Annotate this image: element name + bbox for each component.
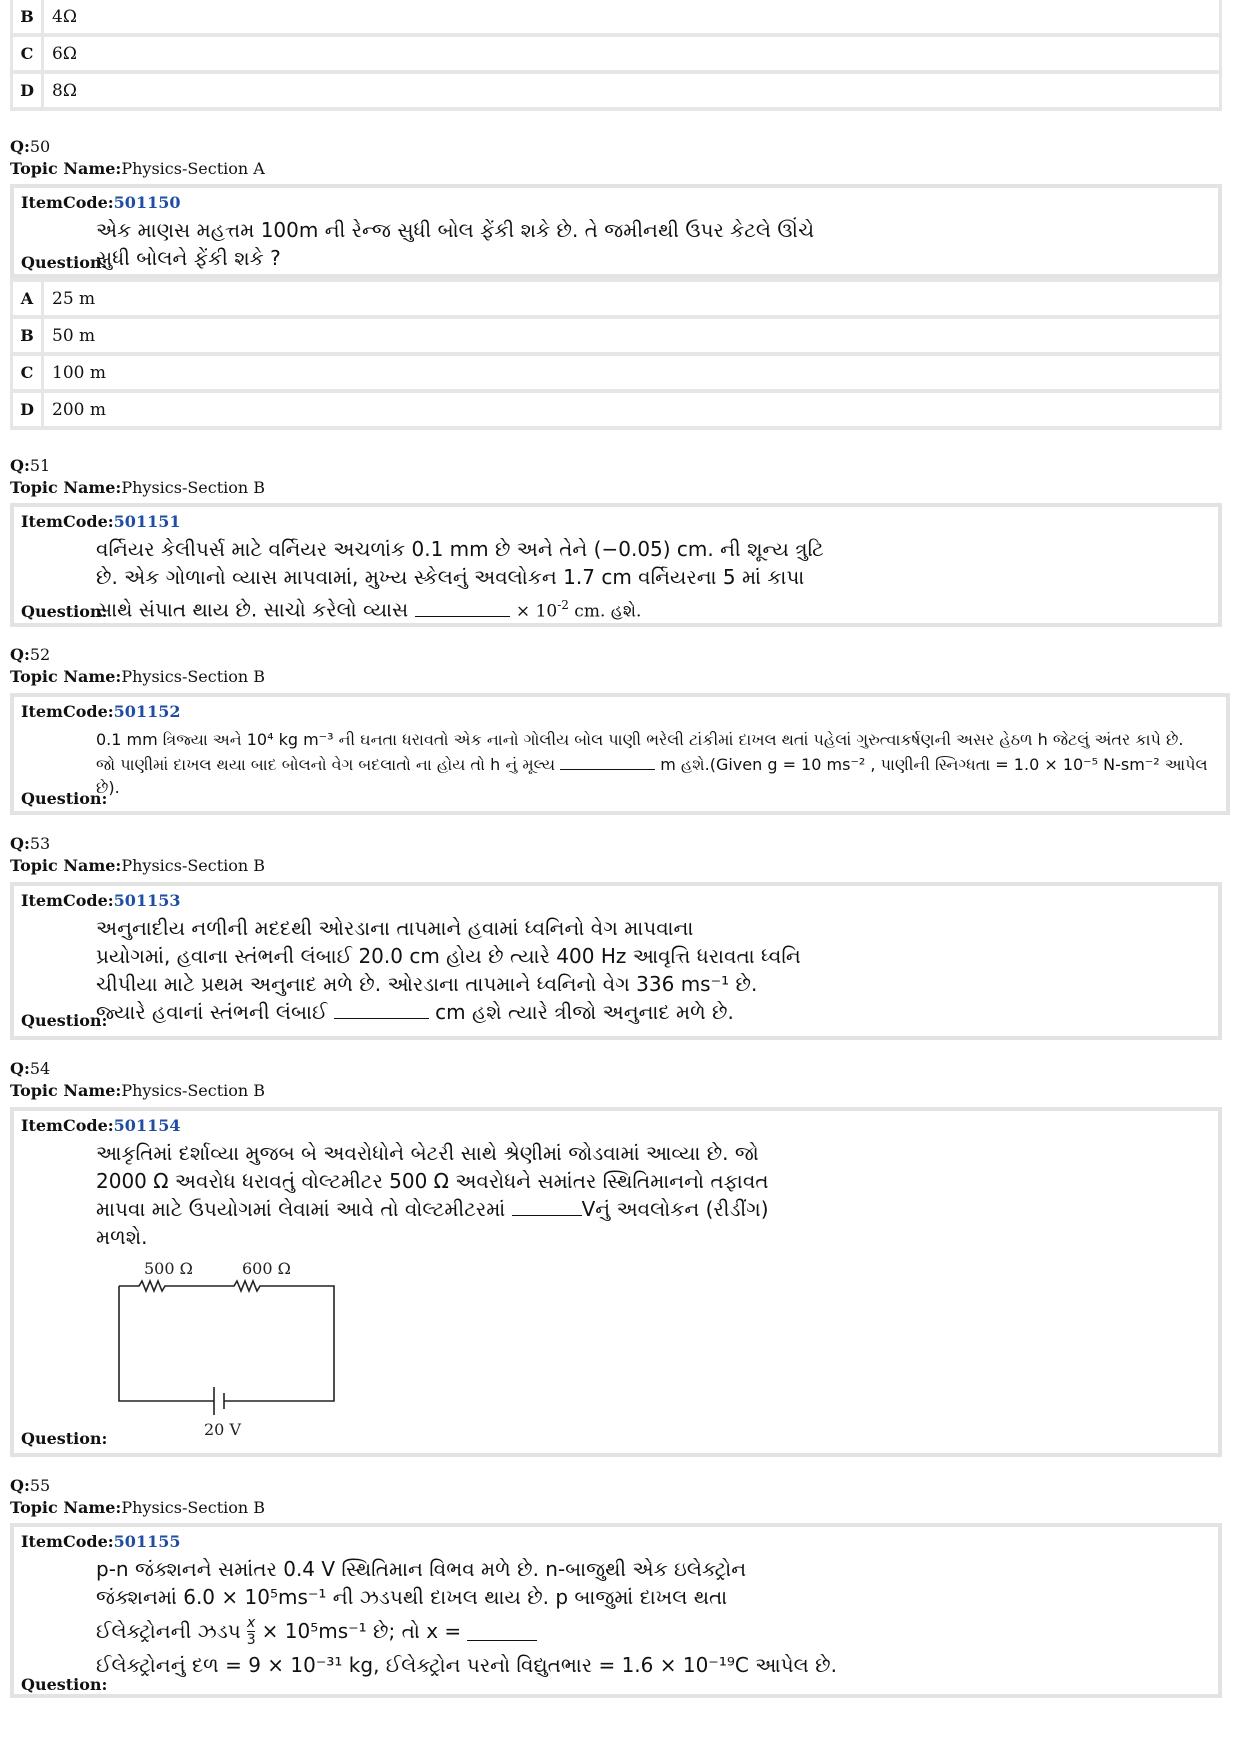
question-box (10, 1107, 1222, 1457)
question-number: 55 (29, 1476, 51, 1495)
item-code-value: 501150 (113, 193, 181, 212)
option-text: 4Ω (52, 6, 77, 27)
item-code: ItemCode:501152 (21, 702, 181, 721)
topic-name: Physics-Section B (121, 1081, 266, 1100)
question-box (10, 503, 1222, 627)
question-number: 53 (29, 834, 51, 853)
option-row[interactable]: C 100 m (13, 356, 1219, 389)
item-code-value: 501153 (113, 891, 181, 910)
answer-blank[interactable] (512, 1197, 582, 1216)
question-text: આકૃતિમાં દર્શાવ્યા મુજબ બે અવરોધોને બેટરી સાથે શ્રેણીમાં જોડવામાં આવ્યા છે. જો 2000 Ω અવરોધ ધરાવતું વોલ્ટમીટર 500 Ω અવરોધને સમાંતર સ્થિતિમાનનો તફાવત માપવા માટે ઉપયોગમાં લેવામાં આવે તો વોલ્ટમીટરમાં Vનું અવલોકન (રીડીંગ) મળશે. (96, 1141, 769, 1249)
question-header: Q:52 Topic Name:Physics-Section B (10, 645, 266, 686)
item-code-value: 501151 (113, 512, 181, 531)
question-label: Question: (21, 602, 108, 621)
option-letter: C (13, 37, 44, 70)
option-text: 100 m (52, 362, 106, 383)
item-code-value: 501154 (113, 1116, 181, 1135)
question-header (10, 136, 265, 180)
question-label: Question: (21, 1429, 108, 1448)
item-code: ItemCode:501151 (21, 512, 181, 531)
answer-blank[interactable] (560, 751, 655, 770)
topic-name: Physics-Section A (121, 159, 265, 178)
item-code: ItemCode:501150 (21, 193, 181, 212)
prev-options (10, 0, 1222, 111)
question-text: અનુનાદીય નળીની મદદથી ઓરડાના તાપમાને હવામાં ધ્વનિનો વેગ માપવાના પ્રયોગમાં, હવાના સ્તંભની લંબાઈ 20.0 cm હોય છે ત્યારે 400 Hz આવૃત્તિ ધરાવતા ધ્વનિ ચીપીયા માટે પ્રથમ અનુનાદ મળે છે. ઓરડાના તાપમાને ધ્વનિનો વેગ 336 ms⁻¹ છે. જ્યારે હવાનાં સ્તંભની લંબાઈ cm હશે ત્યારે ત્રીજો અનુનાદ મળે છે. (96, 916, 801, 1024)
topic-name: Physics-Section B (121, 1498, 266, 1517)
option-letter: B (13, 0, 44, 33)
option-row[interactable] (13, 0, 1219, 33)
question-number: 51 (29, 456, 51, 475)
question-label: Question: (21, 1011, 108, 1030)
option-row[interactable]: B 50 m (13, 319, 1219, 352)
question-number: 50 (29, 137, 51, 156)
item-code-value: 501155 (113, 1532, 181, 1551)
question-header: Q:53 Topic Name:Physics-Section B (10, 834, 266, 875)
option-row[interactable] (13, 74, 1219, 107)
option-text: 25 m (52, 288, 96, 309)
question-box (10, 1523, 1222, 1698)
topic-name: Physics-Section B (121, 478, 266, 497)
battery-label: 20 V (204, 1420, 241, 1439)
option-text: 200 m (52, 399, 106, 420)
answer-blank[interactable] (467, 1622, 537, 1641)
question-text: એક માણસ મહત્તમ 100m ની રેન્જ સુધી બોલ ફેંકી શકે છે. તે જમીનથી ઉપર કેટલે ઊંચે સુધી બોલને ફેંકી શકે ? (96, 218, 815, 270)
option-text: 6Ω (52, 43, 77, 64)
answer-blank[interactable] (415, 598, 510, 617)
question-header: Q:55 Topic Name:Physics-Section B (10, 1476, 266, 1517)
options-list (10, 278, 1222, 430)
option-row[interactable] (13, 37, 1219, 70)
question-text: p-n જંક્શનને સમાંતર 0.4 V સ્થિતિમાન વિભવ મળે છે. n-બાજુથી એક ઇલેક્ટ્રોન જંક્શનમાં 6.0 × 10⁵ms⁻¹ ની ઝડપથી દાખલ થાય છે. p બાજુમાં દાખલ થતા ઈલેક્ટ્રોનની ઝડપ $\frac{x}{3}$ × 10⁵ms⁻¹ છે; તો x = ઈલેક્ટ્રોનનું દળ = 9 × 10⁻³¹ kg, ઈલેક્ટ્રોન પરનો વિદ્યુતભાર = 1.6 × 10⁻¹⁹C આપેલ છે. (96, 1557, 837, 1677)
question-box (10, 693, 1230, 815)
item-code-value: 501152 (113, 702, 181, 721)
question-number: 54 (29, 1059, 51, 1078)
resistor-2-label: 600 Ω (242, 1261, 291, 1278)
item-code: ItemCode:501153 (21, 891, 181, 910)
option-row[interactable]: D 200 m (13, 393, 1219, 426)
question-label: Question: (21, 789, 108, 808)
option-row[interactable]: A 25 m (13, 282, 1219, 315)
question-text: 0.1 mm ત્રિજ્યા અને 10⁴ kg m⁻³ ની ઘનતા ધરાવતો એક નાનો ગોલીય બોલ પાણી ભરેલી ટાંકીમાં દાખલ થતાં પહેલાં ગુરુત્વાકર્ષણની અસર હેઠળ h જેટલું અંતર કાપે છે. જો પાણીમાં દાખલ થયા બાદ બોલનો વેગ બદલાતો ના હોય તો h નું મૂલ્ય m હશે.(Given g = 10 ms⁻² , પાણીની સ્નિગ્ધતા = 1.0 × 10⁻⁵ N-sm⁻² આપેલ છે). (96, 730, 1208, 797)
question-label: Question: (21, 253, 108, 272)
answer-blank[interactable] (334, 1000, 429, 1019)
option-letter: D (13, 74, 44, 107)
item-code: ItemCode:501155 (21, 1532, 181, 1551)
resistor-1-label: 500 Ω (144, 1261, 193, 1278)
question-header: Q:51 Topic Name:Physics-Section B (10, 456, 266, 497)
fraction: $\frac{x}{3}$ (246, 1614, 256, 1648)
topic-name: Physics-Section B (121, 667, 266, 686)
question-number: 52 (29, 645, 51, 664)
question-box (10, 882, 1222, 1040)
q-prefix: Q: (10, 137, 30, 156)
question-text: વર્નિયર કેલીપર્સ માટે વર્નિયર અચળાંક 0.1 mm છે અને તેને (−0.05) cm. ની શૂન્ય ત્રુટિ છે. એક ગોળાનો વ્યાસ માપવામાં, મુખ્ય સ્કેલનું અવલોકન 1.7 cm વર્નિયરના 5 માં કાપા સાથે સંપાત થાય છે. સાચો કરેલો વ્યાસ × $10^{-2}$ cm. હશે. (96, 537, 824, 622)
circuit-diagram (94, 1261, 354, 1441)
question-box (10, 184, 1222, 278)
option-text: 8Ω (52, 80, 77, 101)
question-label: Question: (21, 1675, 108, 1694)
option-text: 50 m (52, 325, 96, 346)
item-code: ItemCode:501154 (21, 1116, 181, 1135)
circuit-wire (119, 1281, 334, 1401)
topic-name: Physics-Section B (121, 856, 266, 875)
question-header: Q:54 Topic Name:Physics-Section B (10, 1059, 266, 1100)
topic-label: Topic Name: (10, 159, 122, 178)
